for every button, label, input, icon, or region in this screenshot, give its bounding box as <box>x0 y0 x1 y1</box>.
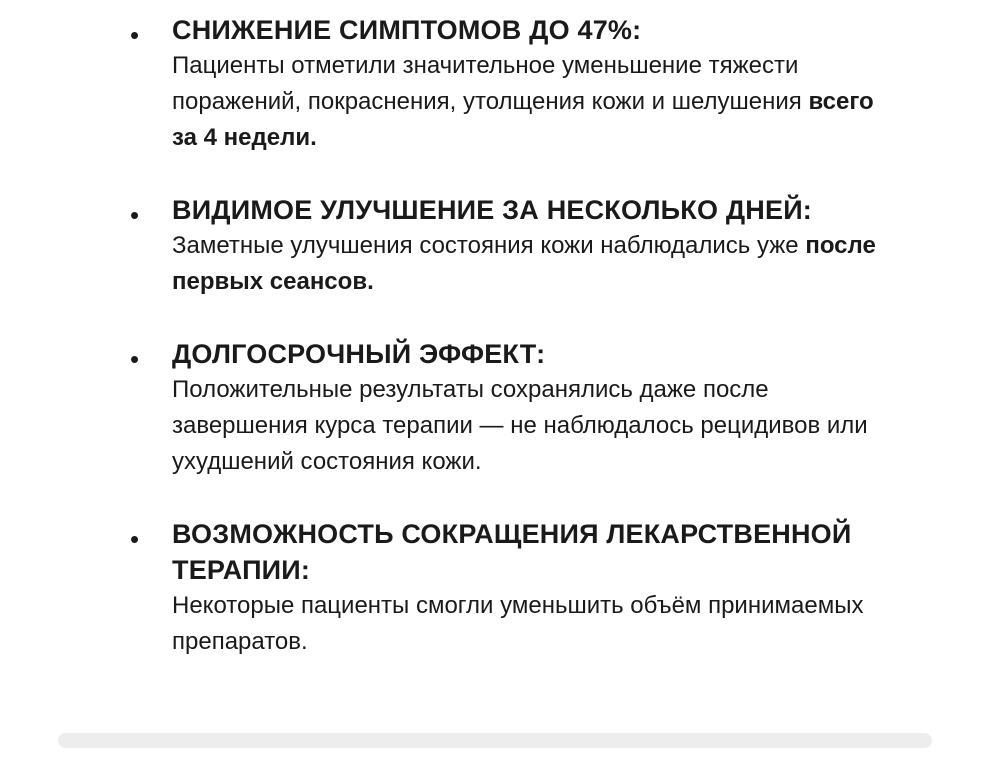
list-item <box>130 12 890 156</box>
list-item <box>130 516 890 660</box>
list-item <box>130 192 890 300</box>
list-item <box>130 336 890 480</box>
item-text: Некоторые пациенты смогли уменьшить объём принимаемых препаратов. <box>172 592 864 655</box>
item-heading: СНИЖЕНИЕ СИМПТОМОВ ДО 47%: <box>172 15 642 45</box>
item-text: Пациенты отметили значительное уменьшение тяжести поражений, покраснения, утолщения кожи и шелушения <box>172 52 809 115</box>
bullet-icon: • <box>130 20 140 50</box>
benefits-list <box>130 12 890 696</box>
horizontal-scrollbar[interactable] <box>58 733 932 748</box>
bullet-icon: • <box>130 524 140 554</box>
item-heading: ВИДИМОЕ УЛУЧШЕНИЕ ЗА НЕСКОЛЬКО ДНЕЙ: <box>172 195 812 225</box>
item-description <box>172 228 890 300</box>
item-description <box>172 372 890 480</box>
item-heading: ДОЛГОСРОЧНЫЙ ЭФФЕКТ: <box>172 339 546 369</box>
item-emphasis: после первых сеансов. <box>172 232 876 295</box>
item-heading: ВОЗМОЖНОСТЬ СОКРАЩЕНИЯ ЛЕКАРСТВЕННОЙ ТЕРАПИИ: <box>172 519 852 585</box>
bullet-icon: • <box>130 200 140 230</box>
item-description <box>172 48 890 156</box>
item-text: Положительные результаты сохранялись даже после завершения курса терапии — не наблюдалось рецидивов или ухудшений состояния кожи. <box>172 376 868 475</box>
item-emphasis: всего за 4 недели. <box>172 88 874 151</box>
item-description <box>172 588 890 660</box>
item-text: Заметные улучшения состояния кожи наблюдались уже <box>172 232 806 259</box>
bullet-icon: • <box>130 344 140 374</box>
